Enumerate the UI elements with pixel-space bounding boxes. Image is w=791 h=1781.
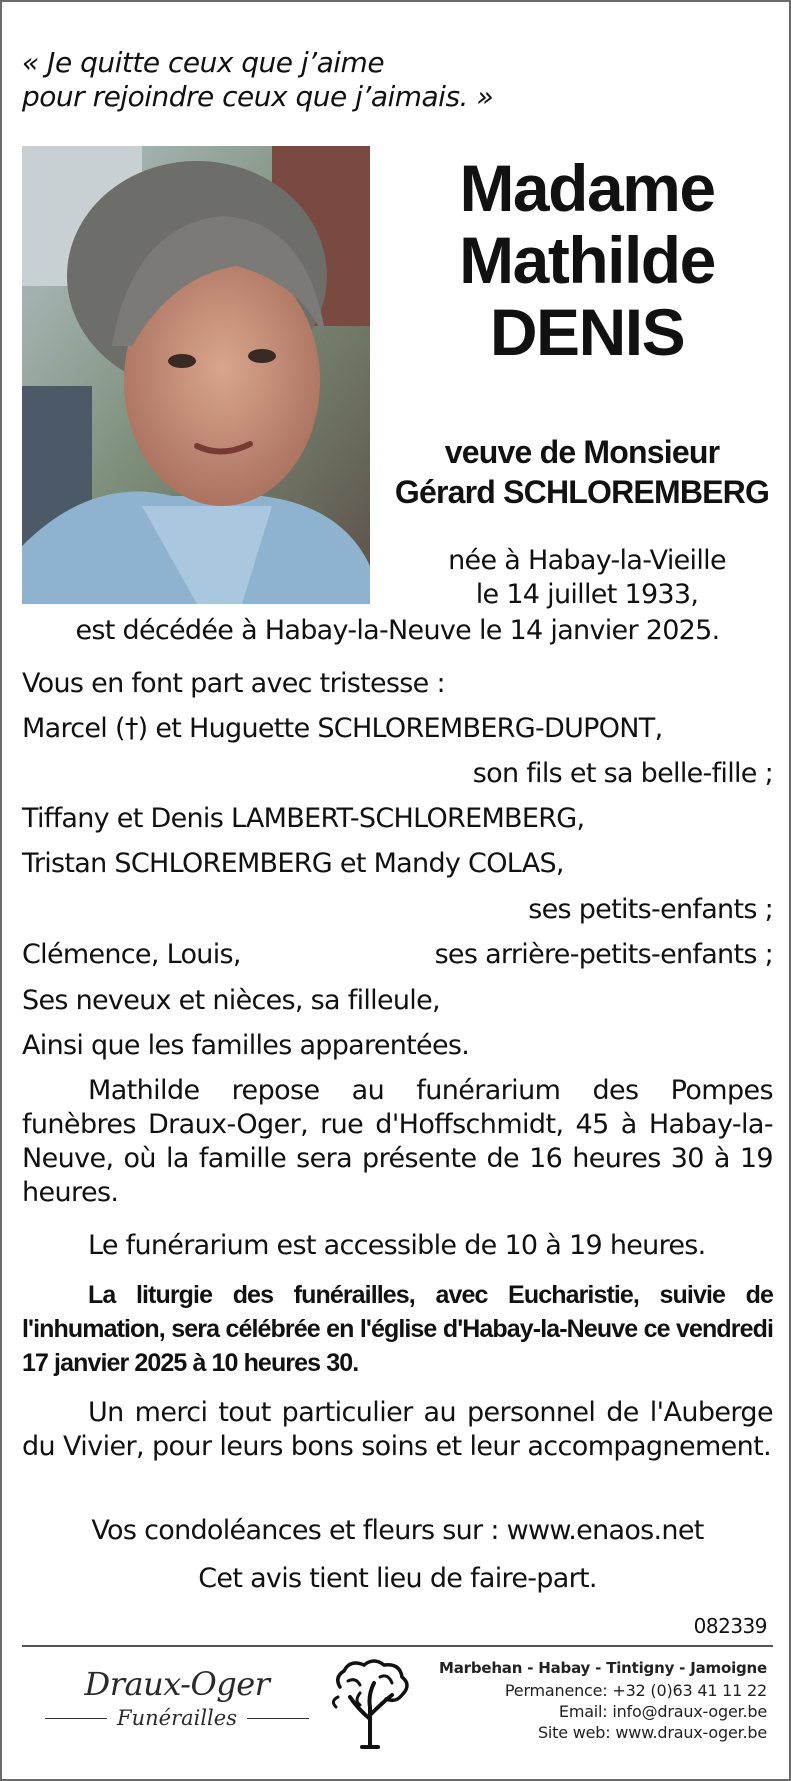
family-nephews: Ses neveux et nièces, sa filleule,	[22, 985, 440, 1016]
widow-of	[392, 432, 772, 512]
footer-divider	[22, 1645, 773, 1647]
funeral-home-logo	[42, 1664, 312, 1730]
family-grandchild-2: Tristan SCHLOREMBERG et Mandy COLAS,	[22, 848, 564, 879]
quote-line-2: pour rejoindre ceux que j’aimais. »	[22, 80, 494, 113]
family-son: Marcel (†) et Huguette SCHLOREMBERG-DUPONT,	[22, 713, 663, 744]
quote-line-1: « Je quitte ceux que j’aime	[22, 46, 385, 79]
family-great-grandchildren: Clémence, Louis,	[22, 939, 241, 970]
logo-subtitle: Funérailles	[117, 1706, 237, 1730]
contact-website[interactable]: Site web: www.draux-oger.be	[537, 1723, 767, 1742]
reference-number: 082339	[693, 1614, 767, 1638]
paragraph-thanks: Un merci tout particulier au personnel de l'Auberge du Vivier, pour leurs bons soins et leur accompagnement.	[22, 1397, 773, 1462]
widow-line-1: veuve de Monsieur	[444, 434, 720, 470]
logo-rule-right	[247, 1718, 309, 1719]
contact-towns: Marbehan - Habay - Tintigny - Jamoigne	[438, 1659, 767, 1677]
paragraph-hours: Le funérarium est accessible de 10 à 19 heures.	[88, 1230, 706, 1261]
paragraph-funerarium: Mathilde repose au funérarium des Pompes funèbres Draux-Oger, rue d'Hoffschmidt, 45 à Habay-la-Neuve, où la famille sera présente de 16 heures 30 à 19 heures.	[22, 1075, 773, 1208]
condolences-line: Vos condoléances et fleurs sur : www.enaos.net	[91, 1515, 704, 1546]
portrait-photo-drawing	[22, 146, 370, 604]
widow-line-2: Gérard SCHLOREMBERG	[394, 474, 770, 510]
family-relatives: Ainsi que les familles apparentées.	[22, 1030, 470, 1061]
family-grandchildren-role: ses petits-enfants ;	[528, 894, 773, 925]
family-son-role: son fils et sa belle-fille ;	[472, 758, 773, 789]
death-statement: est décédée à Habay-la-Neuve le 14 janvier 2025.	[75, 615, 720, 646]
birth-place: née à Habay-la-Vieille	[448, 545, 726, 576]
notice-line: Cet avis tient lieu de faire-part.	[198, 1563, 597, 1594]
family-great-grandchildren-role: ses arrière-petits-enfants ;	[434, 939, 773, 970]
logo-rule-left	[45, 1718, 107, 1719]
name-first: Mathilde	[459, 223, 715, 297]
epigraph-quote	[22, 46, 493, 114]
tree-icon	[330, 1657, 412, 1749]
contact-email[interactable]: Email: info@draux-oger.be	[558, 1702, 767, 1721]
deceased-name	[402, 152, 772, 368]
contact-phone: Permanence: +32 (0)63 41 11 22	[504, 1681, 767, 1700]
birth-date: le 14 juillet 1933,	[475, 579, 699, 610]
name-title: Madame	[459, 151, 715, 225]
family-grandchild-1: Tiffany et Denis LAMBERT-SCHLOREMBERG,	[22, 803, 585, 834]
paragraph-liturgy: La liturgie des funérailles, avec Eucharistie, suivie de l'inhumation, sera célébrée en l'église d'Habay-la-Neuve ce vendredi 17 janvier 2025 à 10 heures 30.	[22, 1281, 773, 1377]
name-last: DENIS	[489, 295, 685, 369]
logo-subtitle-row	[42, 1706, 312, 1730]
family-intro: Vous en font part avec tristesse :	[22, 668, 445, 699]
portrait-photo	[22, 146, 370, 604]
logo-name: Draux-Oger	[84, 1665, 270, 1703]
funeral-home-contact	[439, 1656, 767, 1743]
